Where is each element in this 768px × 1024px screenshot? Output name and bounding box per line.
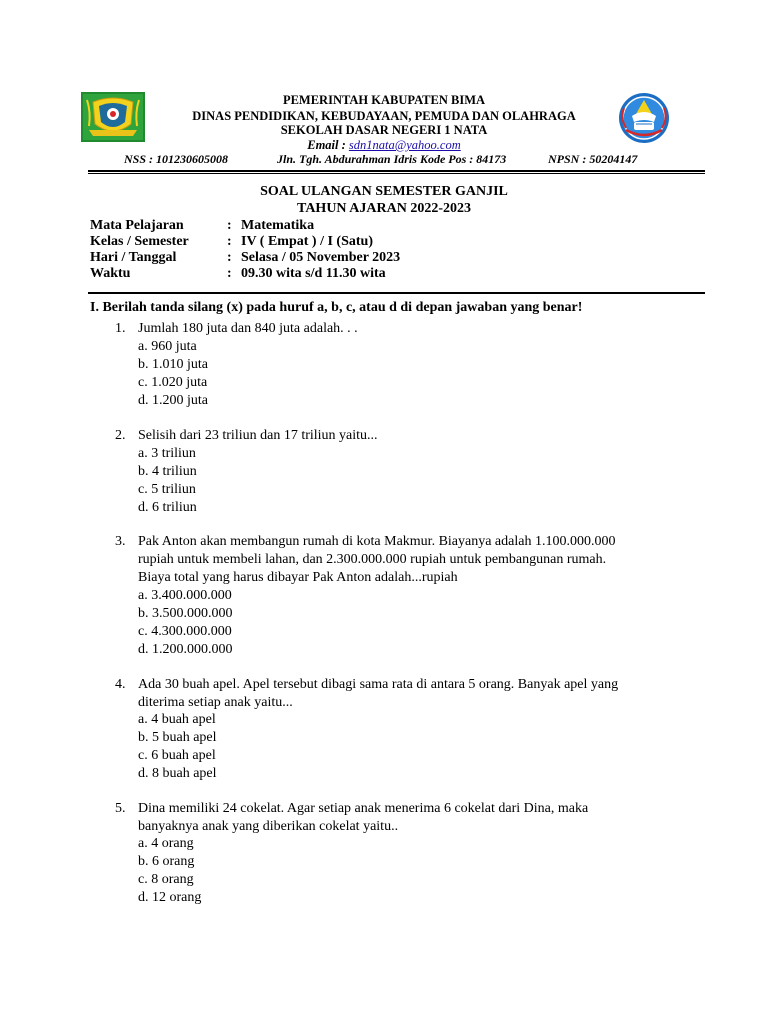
question-text <box>138 427 678 445</box>
info-label: Waktu <box>90 266 131 281</box>
school-address: Jln. Tgh. Abdurahman Idris Kode Pos : 84173 <box>277 152 507 166</box>
question-line: Dina memiliki 24 cokelat. Agar setiap anak menerima 6 cokelat dari Dina, maka <box>138 801 589 816</box>
info-separator: : <box>227 266 232 281</box>
academic-year: TAHUN AJARAN 2022-2023 <box>297 201 471 216</box>
info-label: Kelas / Semester <box>90 234 189 249</box>
option-c[interactable]: c. 5 triliun <box>138 482 196 497</box>
header-divider-thick <box>88 170 705 172</box>
option-b[interactable]: b. 1.010 juta <box>138 357 208 372</box>
info-separator: : <box>227 218 232 233</box>
option-c[interactable]: c. 8 orang <box>138 872 194 887</box>
option-a[interactable]: a. 3.400.000.000 <box>138 588 232 603</box>
question-line: rupiah untuk membeli lahan, dan 2.300.000.000 rupiah untuk pembangunan rumah. <box>138 552 607 567</box>
question-number: 3. <box>115 534 126 549</box>
option-a[interactable]: a. 4 orang <box>138 836 194 851</box>
exam-title: SOAL ULANGAN SEMESTER GANJIL <box>260 184 508 199</box>
question-text <box>138 533 678 587</box>
npsn-number: NPSN : 50204147 <box>548 152 638 166</box>
info-label: Hari / Tanggal <box>90 250 177 265</box>
question-line: Pak Anton akan membangun rumah di kota Makmur. Biayanya adalah 1.100.000.000 <box>138 534 616 549</box>
info-value: Matematika <box>241 218 315 233</box>
option-d[interactable]: d. 12 orang <box>138 890 202 905</box>
question-number: 2. <box>115 428 126 443</box>
option-a[interactable]: a. 960 juta <box>138 339 197 354</box>
header-government: PEMERINTAH KABUPATEN BIMA <box>282 93 486 107</box>
option-a[interactable]: a. 4 buah apel <box>138 712 216 727</box>
info-label: Mata Pelajaran <box>90 218 184 233</box>
header-department: DINAS PENDIDIKAN, KEBUDAYAAN, PEMUDA DAN OLAHRAGA <box>192 109 576 123</box>
info-value: Selasa / 05 November 2023 <box>241 250 401 265</box>
option-d[interactable]: d. 8 buah apel <box>138 766 217 781</box>
section-instruction: I. Berilah tanda silang (x) pada huruf a, b, c, atau d di depan jawaban yang benar! <box>90 300 583 315</box>
option-b[interactable]: b. 4 triliun <box>138 464 197 479</box>
question-line: Biaya total yang harus dibayar Pak Anton adalah...rupiah <box>138 570 458 585</box>
header-school-name: SEKOLAH DASAR NEGERI 1 NATA <box>280 123 488 137</box>
option-b[interactable]: b. 3.500.000.000 <box>138 606 233 621</box>
email-label: Email : <box>307 138 349 152</box>
option-c[interactable]: c. 4.300.000.000 <box>138 624 232 639</box>
question-line: banyaknya anak yang diberikan cokelat yaitu.. <box>138 819 399 834</box>
question-number: 4. <box>115 677 126 692</box>
option-d[interactable]: d. 1.200.000.000 <box>138 642 233 657</box>
info-separator: : <box>227 250 232 265</box>
question-text <box>138 800 678 836</box>
question-number: 5. <box>115 801 126 816</box>
question-line: diterima setiap anak yaitu... <box>138 695 293 710</box>
question-text <box>138 676 678 712</box>
nss-number: NSS : 101230605008 <box>124 152 229 166</box>
info-value: 09.30 wita s/d 11.30 wita <box>241 266 386 281</box>
question-line: Ada 30 buah apel. Apel tersebut dibagi sama rata di antara 5 orang. Banyak apel yang <box>138 677 619 692</box>
question-number: 1. <box>115 321 126 336</box>
header-email-line <box>0 138 768 153</box>
option-c[interactable]: c. 6 buah apel <box>138 748 216 763</box>
question-line: Jumlah 180 juta dan 840 juta adalah. . . <box>138 321 358 336</box>
question-text <box>138 320 678 338</box>
option-a[interactable]: a. 3 triliun <box>138 446 196 461</box>
option-c[interactable]: c. 1.020 juta <box>138 375 208 390</box>
email-link[interactable]: sdn1nata@yahoo.com <box>348 138 461 152</box>
option-d[interactable]: d. 1.200 juta <box>138 393 208 408</box>
info-separator: : <box>227 234 232 249</box>
question-line: Selisih dari 23 triliun dan 17 triliun yaitu... <box>138 428 378 443</box>
info-divider <box>88 292 705 294</box>
info-value: IV ( Empat ) / I (Satu) <box>241 234 373 249</box>
header-divider-thin <box>88 173 705 174</box>
option-b[interactable]: b. 6 orang <box>138 854 195 869</box>
option-b[interactable]: b. 5 buah apel <box>138 730 217 745</box>
option-d[interactable]: d. 6 triliun <box>138 500 197 515</box>
